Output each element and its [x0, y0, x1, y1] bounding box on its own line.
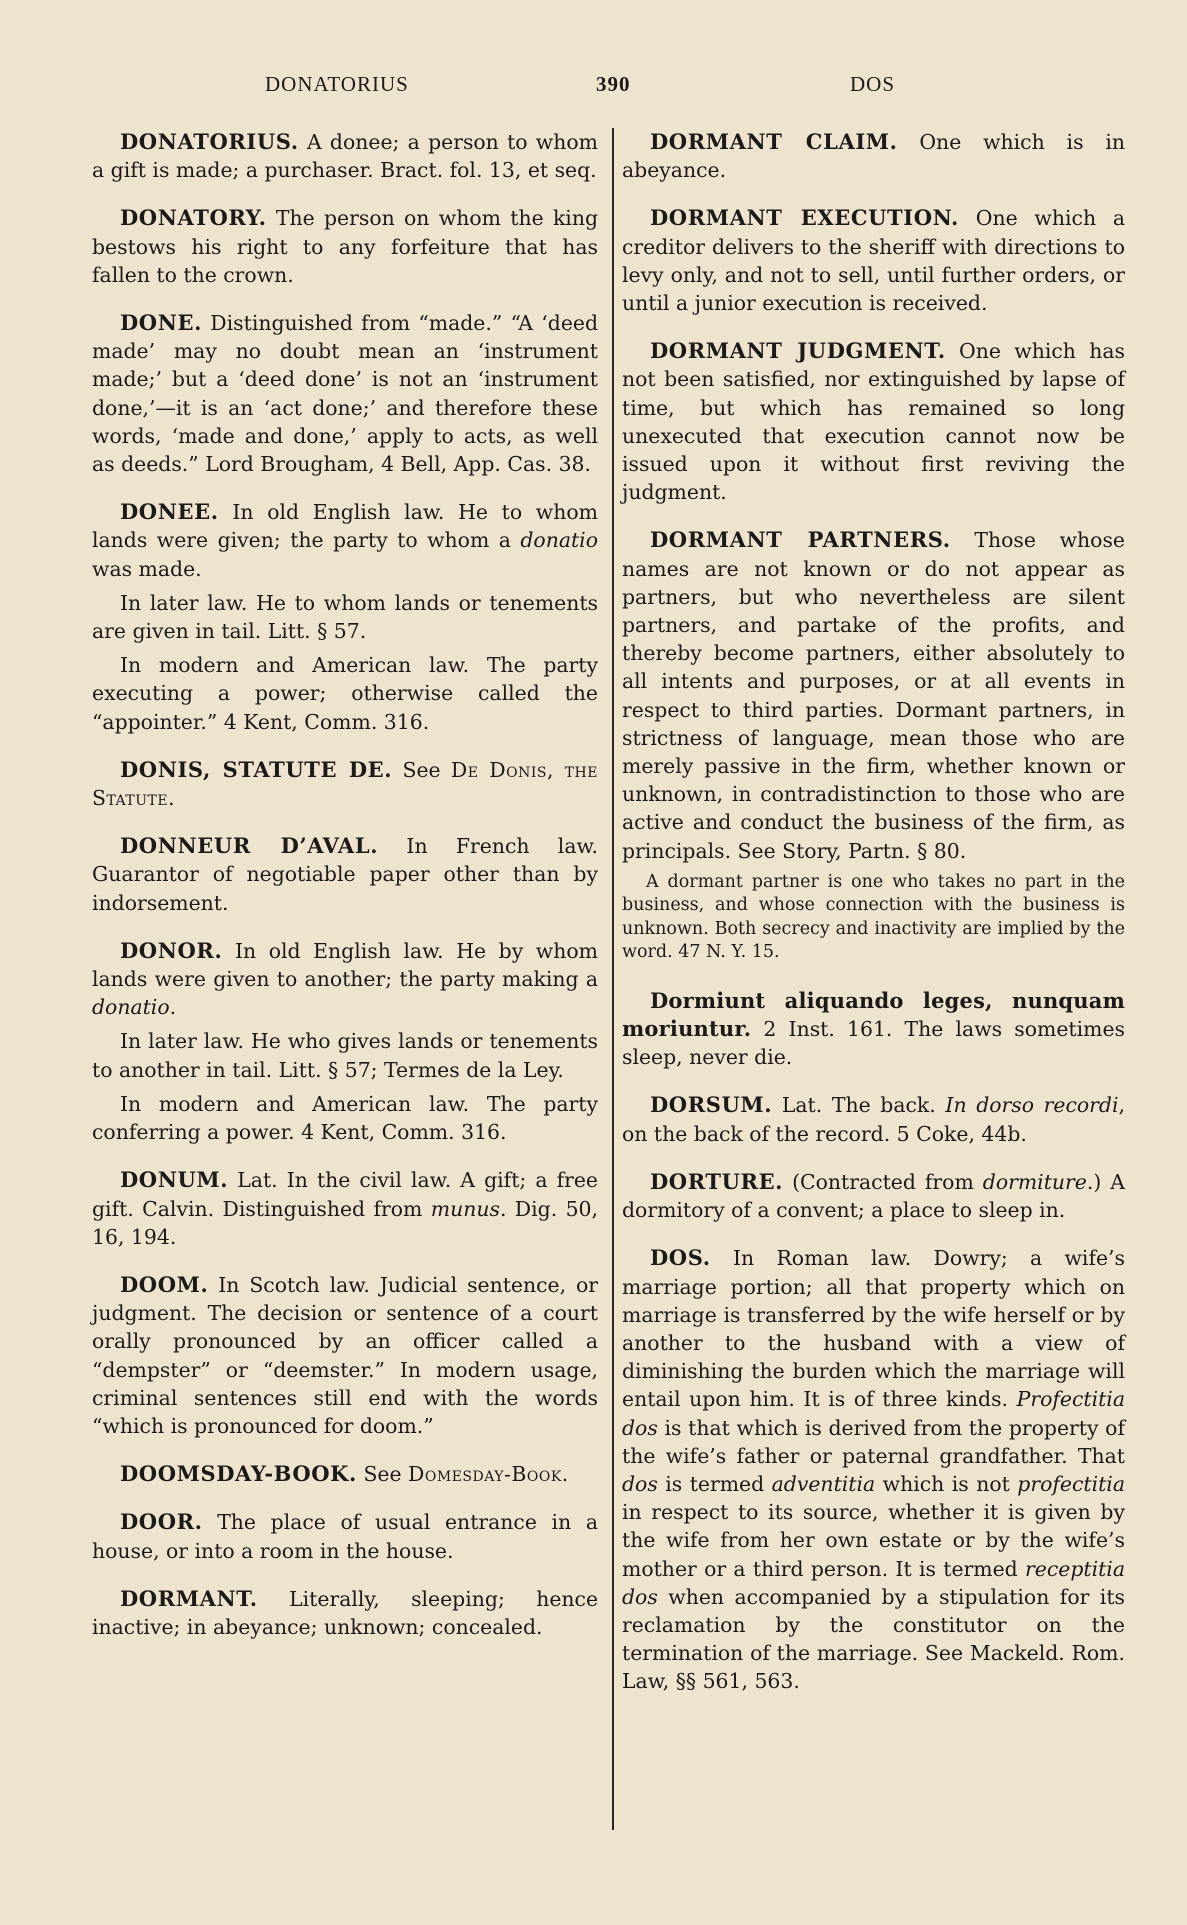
- entry-donatory: [92, 204, 598, 289]
- definition: A donee; a person to whom a gift is made; a purchaser. Bract. fol. 13, et seq.: [92, 130, 598, 183]
- entry-doom: [92, 1271, 598, 1440]
- headword: DORMANT EXECUTION.: [650, 205, 959, 231]
- entry-donor: [92, 937, 598, 1146]
- headword: DONIS, STATUTE DE.: [120, 756, 393, 782]
- running-head-left: DONATORIUS: [265, 72, 409, 96]
- definition: In Scotch law. Judicial sentence, or judgment. The decision or sentence of a court orally pronounced by an officer called a “dempster” or “deemster.” In modern usage, criminal sentences still end with the words “which is pronounced for doom.”: [92, 1272, 599, 1438]
- headword: DONOR.: [120, 937, 223, 963]
- entry-donum: [92, 1166, 598, 1251]
- headword: DONUM.: [120, 1167, 229, 1193]
- column-divider: [612, 128, 614, 1830]
- entry-donneur-daval: [92, 832, 598, 917]
- definition: Literally, sleeping; hence inactive; in abeyance; unknown; concealed.: [92, 1586, 599, 1639]
- definition: The place of usual entrance in a house, or into a room in the house.: [92, 1510, 598, 1563]
- sub-definition: In modern and American law. The party executing a power; otherwise called the “appointer.” 4 Kent, Comm. 316.: [92, 653, 598, 734]
- page-number: 390: [596, 72, 631, 96]
- left-column: [92, 128, 598, 1661]
- definition: (Contracted from: [792, 1169, 983, 1194]
- headword: Dormiunt aliquando leges, nunquam moriuntur.: [622, 987, 1125, 1042]
- entry-donee: [92, 498, 598, 736]
- sub-definition: In modern and American law. The party conferring a power. 4 Kent, Comm. 316.: [92, 1091, 598, 1145]
- headword: DOOM.: [120, 1271, 209, 1297]
- right-column: [622, 128, 1125, 1716]
- entry-donatorius: [92, 128, 598, 184]
- headword: DONE.: [120, 310, 203, 336]
- definition: 2 Inst. 161. The laws sometimes sleep, never die.: [622, 1017, 1125, 1070]
- entry-dormant-partners: [622, 526, 1125, 864]
- definition-italic: adventitia: [771, 1471, 876, 1496]
- definition: See: [402, 757, 451, 782]
- definition: .: [169, 995, 177, 1020]
- definition: One which is in abeyance.: [622, 130, 1125, 183]
- headword: DONNEUR D’AVAL.: [120, 833, 379, 859]
- entry-dorsum: [622, 1091, 1125, 1147]
- headword: DORMANT JUDGMENT.: [650, 338, 946, 364]
- headword: DORMANT.: [120, 1585, 258, 1611]
- definition: Lat. The back.: [781, 1093, 946, 1118]
- footnote-dormant-partner: A dormant partner is one who takes no part in the business, and whose connection with the business is unknown. Both secrecy and inactivity are implied by the word. 47 N. Y. 15.: [622, 871, 1125, 963]
- entry-dormant-judgment: [622, 337, 1125, 506]
- headword: DOOR.: [120, 1509, 203, 1535]
- entry-donis-statute-de: [92, 756, 598, 812]
- definition-italic: dos: [622, 1471, 658, 1496]
- headword: DONATORY.: [120, 205, 267, 231]
- cross-reference: Domesday-Book.: [408, 1462, 569, 1487]
- entry-dormant: [92, 1585, 598, 1641]
- entry-dorture: [622, 1168, 1125, 1224]
- definition: In Roman law. Dowry; a wife’s marriage portion; all that property which on marriage is transferred by the wife herself or by another to the husband with a view of diminishing the burden which the marriage will entail upon him. It is of three kinds.: [622, 1246, 1126, 1412]
- headword: DONATORIUS.: [120, 129, 299, 154]
- definition-italic: receptitia dos: [622, 1556, 1125, 1609]
- definition: is that which is derived from the property of the wife’s father or paternal grandfather. That: [622, 1415, 1125, 1468]
- entry-dormant-claim: [622, 128, 1125, 184]
- definition: , on the back of the record. 5 Coke, 44b.: [622, 1093, 1125, 1146]
- definition: . Dig. 50, 16, 194.: [92, 1196, 598, 1249]
- definition: One which has not been satisfied, nor extinguished by lapse of time, but which has remained so long unexecuted that execution cannot now be issued upon it without first reviving the judgment.: [622, 339, 1125, 505]
- definition-italic: profectitia: [1017, 1471, 1125, 1496]
- cross-reference: De Donis, the Statute.: [92, 757, 598, 811]
- definition: One which a creditor delivers to the sheriff with directions to levy only, and not to sell, until further orders, or until a junior execution is received.: [622, 206, 1126, 316]
- definition: See: [363, 1462, 409, 1487]
- sub-definition: In later law. He to whom lands or tenements are given in tail. Litt. § 57.: [92, 590, 598, 644]
- definition-italic: munus: [430, 1196, 500, 1221]
- definition: The person on whom the king bestows his right to any forfeiture that has fallen to the crown.: [92, 206, 599, 287]
- entry-doomsday-book: [92, 1460, 598, 1488]
- definition: when accompanied by a stipulation for its reclamation by the constitutor on the termination of the marriage. See Mackeld. Rom. Law, §§ 561, 563.: [622, 1584, 1125, 1694]
- headword: DORTURE.: [650, 1168, 784, 1194]
- definition-italic: donatio: [520, 528, 598, 553]
- definition: is termed: [657, 1471, 772, 1496]
- definition-italic: Profectitia dos: [622, 1387, 1125, 1440]
- definition: Lat. In the civil law. A gift; a free gift. Calvin. Distinguished from: [92, 1168, 598, 1221]
- entry-maxim-dormiunt: [622, 987, 1125, 1072]
- running-head-right: DOS: [850, 72, 896, 96]
- definition: .) A dormitory of a convent; a place to sleep in.: [622, 1169, 1125, 1223]
- sub-definition: In later law. He who gives lands or tenements to another in tail. Litt. § 57; Termes de la Ley.: [92, 1029, 598, 1082]
- definition: Distinguished from “made.” “A ‘deed made’ may no doubt mean an ‘instrument made;’ but a ‘deed done’ is not an ‘instrument done,’—it is an ‘act done;’ and therefore these words, ‘made and done,’ apply to acts, as well as deeds.” Lord Brougham, 4 Bell, App. Cas. 38.: [92, 311, 599, 477]
- definition: Those whose names are not known or do not appear as partners, but who nevertheless are silent partners, and partake of the profits, and thereby become partners, either absolutely to all intents and purposes, or at all events in respect to third parties. Dormant partners, in strictness of language, mean those who are merely passive in the firm, whether known or unknown, in contradistinction to those who are active and conduct the business of the firm, as principals. See Story, Partn. § 80.: [622, 528, 1125, 863]
- definition-italic: donatio: [92, 995, 170, 1020]
- headword: DORMANT PARTNERS.: [650, 527, 951, 553]
- definition: In old English law. He to whom lands were given; the party to whom a: [92, 500, 598, 553]
- entry-done: [92, 309, 598, 478]
- definition: In old English law. He by whom lands were given to another; the party making a: [92, 938, 599, 992]
- definition: in respect to its source, whether it is given by the wife from her own estate or by the wife’s mother or a third person. It is termed: [622, 1500, 1125, 1581]
- headword: DONEE.: [120, 499, 219, 525]
- definition-italic: dormiture: [982, 1169, 1087, 1194]
- headword: DOS.: [650, 1245, 711, 1271]
- headword: DOOMSDAY-BOOK.: [120, 1461, 357, 1487]
- entry-dormant-execution: [622, 204, 1125, 317]
- definition: which is not: [875, 1471, 1018, 1496]
- headword: DORSUM.: [650, 1092, 773, 1118]
- headword: DORMANT CLAIM.: [650, 129, 898, 154]
- definition: was made.: [92, 556, 202, 581]
- definition-italic: In dorso recordi: [945, 1093, 1119, 1118]
- definition: In French law. Guarantor of negotiable paper other than by indorsement.: [92, 834, 598, 915]
- entry-door: [92, 1508, 598, 1564]
- entry-dos: [622, 1244, 1125, 1695]
